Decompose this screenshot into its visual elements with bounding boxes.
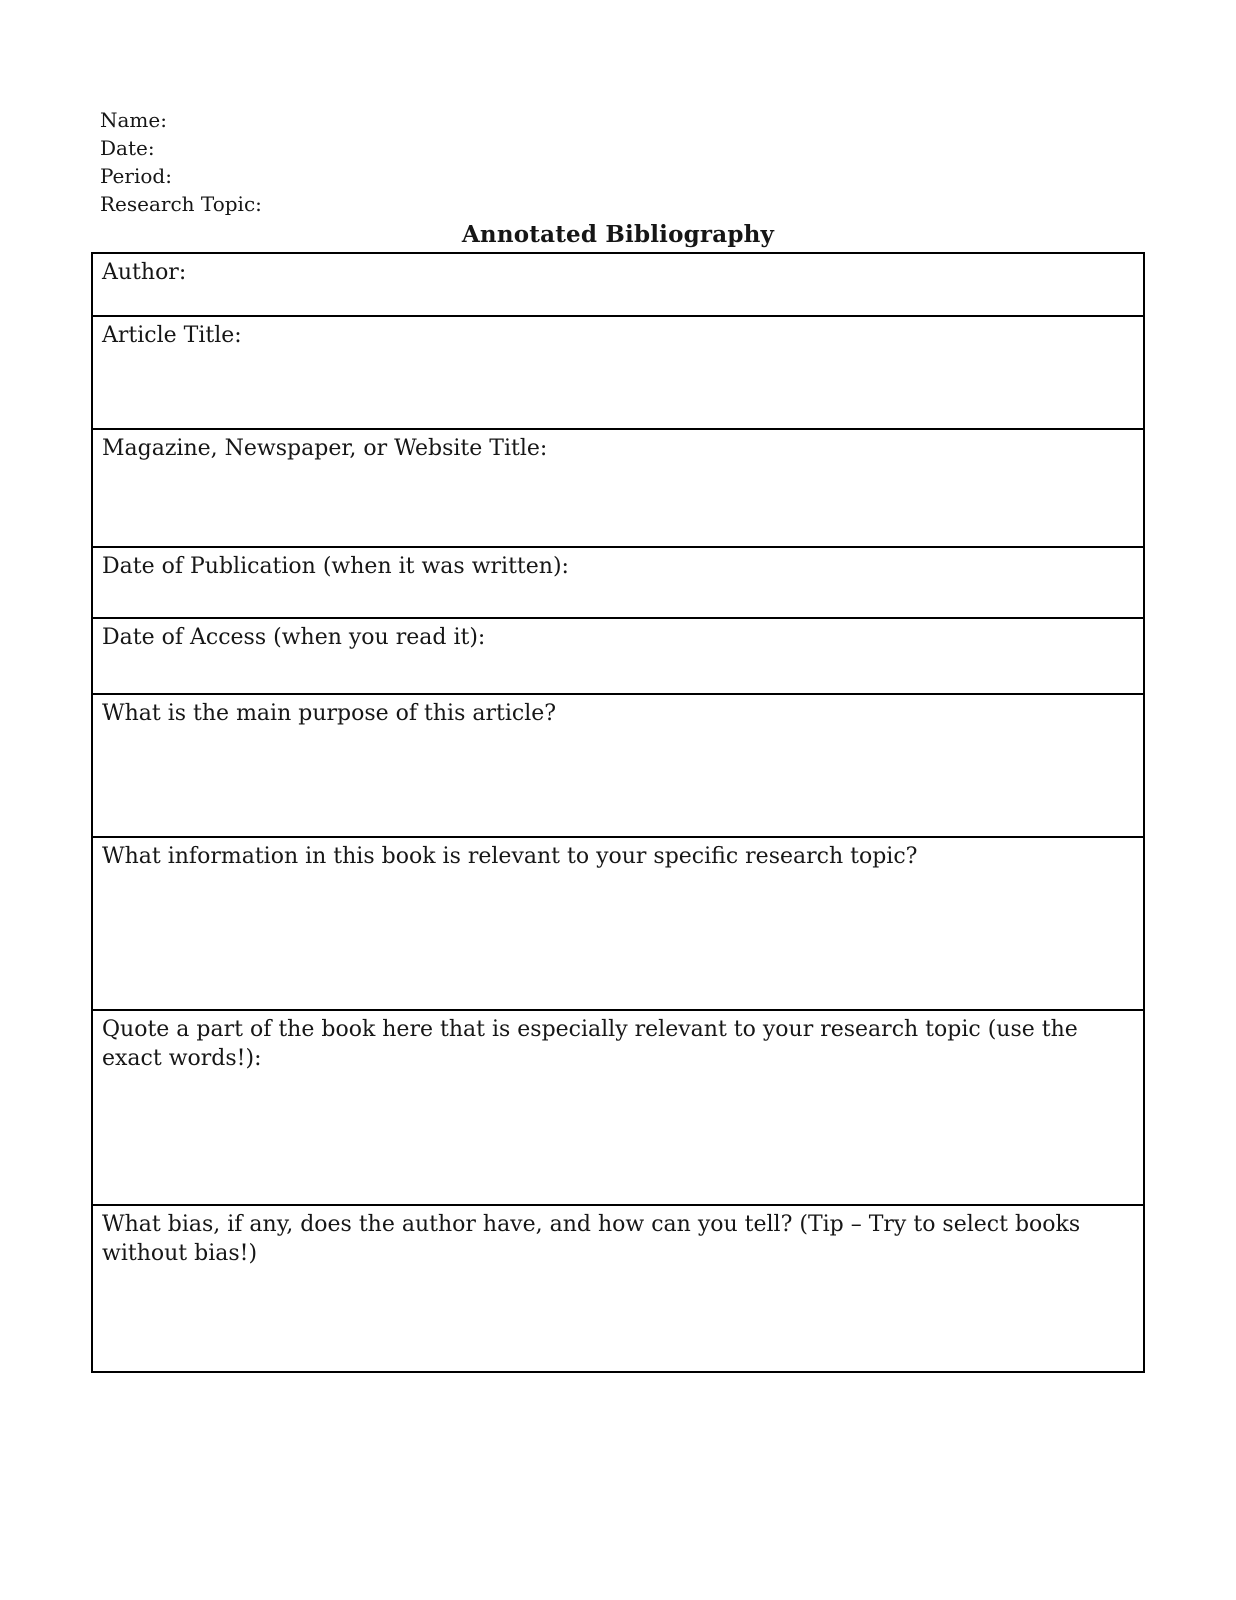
- quote-answer-space[interactable]: [102, 1073, 1121, 1206]
- research-topic-field-label: Research Topic:: [100, 192, 262, 216]
- table-row-author: [93, 254, 1143, 317]
- source-title-answer-space[interactable]: [102, 463, 1121, 541]
- table-row-relevant-info: [93, 838, 1143, 1011]
- student-info-header: [100, 106, 262, 218]
- quote-label: Quote a part of the book here that is especially relevant to your research topic (use the exact words!):: [102, 1017, 1078, 1071]
- date-field-label: Date:: [100, 136, 155, 160]
- table-row-source-title: [93, 430, 1143, 548]
- page-title: Annotated Bibliography: [461, 221, 775, 248]
- access-date-label: Date of Access (when you read it):: [102, 625, 486, 650]
- table-row-article-title: [93, 317, 1143, 430]
- table-row-publication-date: [93, 548, 1143, 619]
- bias-answer-space[interactable]: [102, 1268, 1121, 1371]
- main-purpose-answer-space[interactable]: [102, 728, 1121, 831]
- author-label: Author:: [102, 260, 187, 285]
- annotated-bibliography-table: [91, 252, 1145, 1373]
- table-row-main-purpose: [93, 695, 1143, 838]
- table-row-access-date: [93, 619, 1143, 695]
- publication-date-answer-space[interactable]: [102, 581, 1121, 612]
- author-answer-space[interactable]: [102, 287, 1121, 310]
- article-title-label: Article Title:: [102, 323, 242, 348]
- access-date-answer-space[interactable]: [102, 652, 1121, 688]
- relevant-info-label: What information in this book is relevant to your specific research topic?: [102, 844, 918, 869]
- publication-date-label: Date of Publication (when it was written):: [102, 554, 569, 579]
- table-row-quote: [93, 1011, 1143, 1206]
- main-purpose-label: What is the main purpose of this article?: [102, 701, 557, 726]
- article-title-answer-space[interactable]: [102, 350, 1121, 423]
- period-field-label: Period:: [100, 164, 172, 188]
- bias-label: What bias, if any, does the author have, and how can you tell? (Tip – Try to select books without bias!): [102, 1212, 1081, 1266]
- table-row-bias: [93, 1206, 1143, 1371]
- name-field-label: Name:: [100, 108, 167, 132]
- relevant-info-answer-space[interactable]: [102, 871, 1121, 1004]
- source-title-label: Magazine, Newspaper, or Website Title:: [102, 436, 548, 461]
